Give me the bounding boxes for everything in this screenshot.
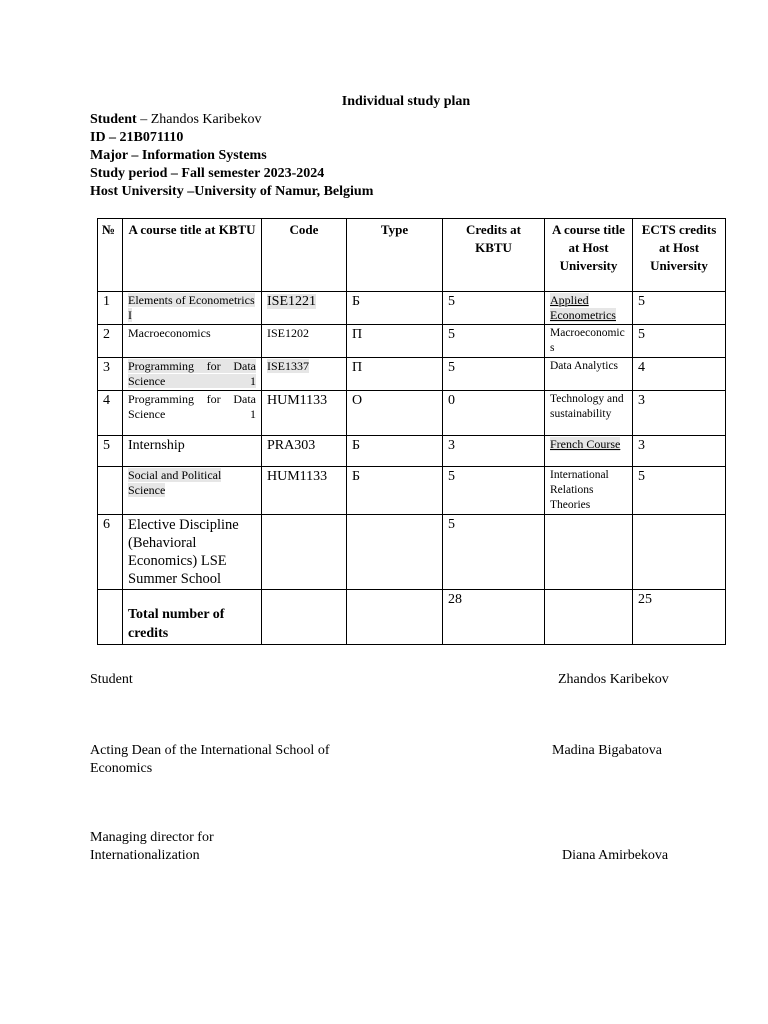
period-line: Study period – Fall semester 2023-2024 bbox=[90, 166, 325, 181]
student-value: – Zhandos Karibekov bbox=[140, 112, 262, 127]
cell-credits: 5 bbox=[443, 325, 545, 358]
col-header-credits-kbtu: Credits at KBTU bbox=[443, 219, 545, 292]
student-name: Zhandos Karibekov bbox=[558, 672, 669, 687]
cell-num: 5 bbox=[98, 436, 123, 467]
cell-host: Technology and sustainability bbox=[545, 391, 633, 436]
cell-type: Б bbox=[347, 292, 443, 325]
total-credits: 28 bbox=[443, 590, 545, 645]
dean-role: Acting Dean of the International School of Economics bbox=[90, 743, 330, 776]
table-row bbox=[98, 292, 726, 325]
cell-host bbox=[545, 590, 633, 645]
cell-ects: 4 bbox=[633, 358, 726, 391]
cell-title: Elective Discipline (Behavioral Economics) LSE Summer School bbox=[123, 515, 262, 590]
student-line bbox=[90, 111, 373, 129]
cell-code: ISE1202 bbox=[262, 325, 347, 358]
study-plan-table bbox=[97, 218, 726, 645]
student-label: Student bbox=[90, 112, 137, 127]
major-line: Major – Information Systems bbox=[90, 148, 267, 163]
cell-credits: 5 bbox=[443, 467, 545, 515]
table-row bbox=[98, 436, 726, 467]
cell-host: Applied Econometrics bbox=[545, 292, 633, 325]
col-header-course-host: A course title at Host University bbox=[545, 219, 633, 292]
col-header-code: Code bbox=[262, 219, 347, 292]
table-total-row bbox=[98, 590, 726, 645]
cell-credits: 0 bbox=[443, 391, 545, 436]
cell-type: Б bbox=[347, 467, 443, 515]
cell-type: П bbox=[347, 325, 443, 358]
cell-host bbox=[545, 515, 633, 590]
cell-code bbox=[262, 515, 347, 590]
cell-num: 4 bbox=[98, 391, 123, 436]
cell-credits: 5 bbox=[443, 358, 545, 391]
cell-title: Elements of Econometrics I bbox=[123, 292, 262, 325]
cell-ects bbox=[633, 515, 726, 590]
cell-host: Macroeconomics bbox=[545, 325, 633, 358]
student-info bbox=[90, 111, 373, 201]
cell-title: Internship bbox=[123, 436, 262, 467]
col-header-num: № bbox=[98, 219, 123, 292]
document-title: Individual study plan bbox=[341, 94, 471, 109]
cell-host: French Course bbox=[545, 436, 633, 467]
cell-ects: 5 bbox=[633, 467, 726, 515]
cell-host: International Relations Theories bbox=[545, 467, 633, 515]
cell-num bbox=[98, 590, 123, 645]
cell-num bbox=[98, 467, 123, 515]
cell-title: Macroeconomics bbox=[123, 325, 262, 358]
cell-type bbox=[347, 590, 443, 645]
col-header-type: Type bbox=[347, 219, 443, 292]
table-row bbox=[98, 325, 726, 358]
cell-code bbox=[262, 590, 347, 645]
dean-name: Madina Bigabatova bbox=[552, 743, 663, 758]
cell-title: Programming for Data Science 1 bbox=[123, 391, 262, 436]
cell-num: 1 bbox=[98, 292, 123, 325]
cell-num: 2 bbox=[98, 325, 123, 358]
host-university-line: Host University –University of Namur, Belgium bbox=[90, 184, 374, 199]
student-role: Student bbox=[90, 672, 133, 687]
cell-ects: 3 bbox=[633, 391, 726, 436]
director-name: Diana Amirbekova bbox=[562, 848, 669, 863]
cell-num: 3 bbox=[98, 358, 123, 391]
total-ects: 25 bbox=[633, 590, 726, 645]
cell-code: ISE1221 bbox=[262, 292, 347, 325]
cell-type: Б bbox=[347, 436, 443, 467]
table-header-row bbox=[98, 219, 726, 292]
cell-code: ISE1337 bbox=[262, 358, 347, 391]
cell-num: 6 bbox=[98, 515, 123, 590]
cell-type: О bbox=[347, 391, 443, 436]
cell-title: Social and Political Science bbox=[123, 467, 262, 515]
cell-ects: 5 bbox=[633, 292, 726, 325]
cell-host: Data Analytics bbox=[545, 358, 633, 391]
table-row bbox=[98, 358, 726, 391]
cell-code: HUM1133 bbox=[262, 391, 347, 436]
cell-credits: 3 bbox=[443, 436, 545, 467]
cell-credits: 5 bbox=[443, 515, 545, 590]
id-line: ID – 21B071110 bbox=[90, 130, 184, 145]
col-header-course-kbtu: A course title at KBTU bbox=[123, 219, 262, 292]
cell-ects: 5 bbox=[633, 325, 726, 358]
table-row bbox=[98, 515, 726, 590]
cell-type: П bbox=[347, 358, 443, 391]
director-role: Managing director for Internationalization bbox=[90, 830, 214, 863]
table-row bbox=[98, 391, 726, 436]
cell-type bbox=[347, 515, 443, 590]
total-label: Total number of credits bbox=[123, 590, 262, 645]
cell-code: HUM1133 bbox=[262, 467, 347, 515]
cell-ects: 3 bbox=[633, 436, 726, 467]
cell-code: PRA303 bbox=[262, 436, 347, 467]
col-header-ects: ECTS credits at Host University bbox=[633, 219, 726, 292]
table-row bbox=[98, 467, 726, 515]
cell-credits: 5 bbox=[443, 292, 545, 325]
cell-title: Programming for Data Science 1 bbox=[123, 358, 262, 391]
